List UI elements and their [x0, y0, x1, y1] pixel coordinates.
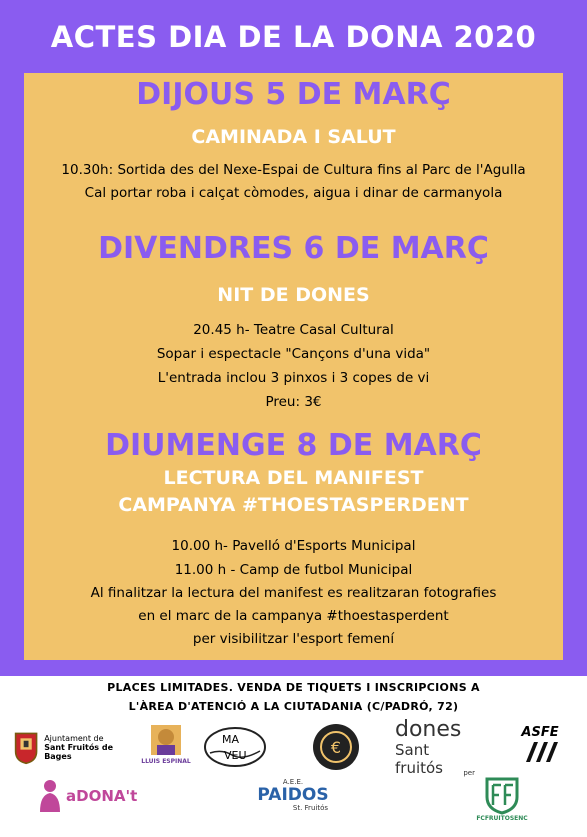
event-detail: Al finalitzar la lectura del manifest es realitzaran fotografies [90, 585, 497, 601]
event-detail: 11.00 h - Camp de futbol Municipal [174, 562, 413, 578]
santfruitos-label: Sant fruitós [395, 741, 443, 777]
event-title: CAMPANYA #THOESTASPERDENT [118, 494, 469, 516]
svg-text:€: € [330, 738, 342, 757]
aee-label: A.E.E. [282, 778, 304, 786]
event-detail: Preu: 3€ [265, 394, 322, 410]
footer-line: PLACES LIMITADES. VENDA DE TIQUETS I INSCRIPCIONS A [107, 681, 480, 694]
paidos-sub-label: St. Fruitós [292, 804, 328, 812]
football-badge-icon [311, 722, 361, 772]
speech-bubble-icon [202, 725, 268, 771]
event-detail: Sopar i espectacle "Cançons d'una vida" [156, 346, 431, 362]
dones-label: dones [395, 717, 462, 742]
lluis-espinal-logo [140, 718, 192, 770]
event-detail: L'entrada inclou 3 pinxos i 3 copes de vi [157, 370, 430, 386]
asfe-label: ASFE [521, 724, 559, 740]
dones-per-santfruitos-logo [395, 717, 475, 777]
fc-label: FCFRUITOSENC [476, 814, 528, 822]
per-label: per [463, 769, 475, 777]
woman-figure-icon [38, 779, 62, 813]
footer-line: L'ÀREA D'ATENCIÓ A LA CIUTADANIA (C/PADRÓ, 72) [128, 700, 459, 713]
event-detail: en el marc de la campanya #thoestasperdent [138, 608, 449, 624]
adonat-label: aDONA't [66, 787, 138, 805]
lluis-espinal-label: LLUIS ESPINAL [141, 757, 191, 765]
asfe-logo [515, 720, 565, 768]
poster-title: ACTES DIA DE LA DONA 2020 [50, 20, 537, 54]
ajuntament-logo [14, 725, 124, 770]
ajuntament-label: Ajuntament de [44, 734, 104, 743]
adonat-logo [38, 776, 138, 816]
paidos-label: PAIDOS [257, 785, 329, 805]
football-crest-icon [483, 775, 521, 815]
day-heading: DIUMENGE 8 DE MARÇ [105, 428, 482, 463]
event-title: NIT DE DONES [217, 284, 370, 306]
event-detail: 20.45 h- Teatre Casal Cultural [193, 322, 394, 338]
veu-label: VEU [224, 749, 247, 762]
ma-label: MA [222, 733, 240, 746]
event-detail: Cal portar roba i calçat còmodes, aigua i dinar de carmanyola [84, 185, 503, 201]
day-heading: DIVENDRES 6 DE MARÇ [98, 231, 489, 266]
sfeminafutbol-logo [302, 722, 370, 772]
day-heading: DIJOUS 5 DE MARÇ [136, 77, 451, 112]
ajuntament-name: Sant Fruitós de Bages [44, 743, 114, 761]
events-panel [24, 73, 563, 660]
event-title: CAMINADA I SALUT [191, 126, 396, 148]
event-detail: per visibilitzar l'esport femení [192, 631, 395, 647]
coat-of-arms-icon [14, 728, 38, 768]
event-detail: 10.30h: Sortida des del Nexe-Espai de Cultura fins al Parc de l'Agulla [61, 162, 526, 178]
ma-veu-logo [202, 725, 268, 771]
stripes-icon [520, 740, 560, 764]
event-title: LECTURA DEL MANIFEST [163, 467, 424, 489]
portrait-icon [149, 723, 183, 757]
event-detail: 10.00 h- Pavelló d'Esports Municipal [171, 538, 416, 554]
fc-fruitosenc-logo [472, 768, 532, 828]
paidos-logo [258, 773, 328, 817]
